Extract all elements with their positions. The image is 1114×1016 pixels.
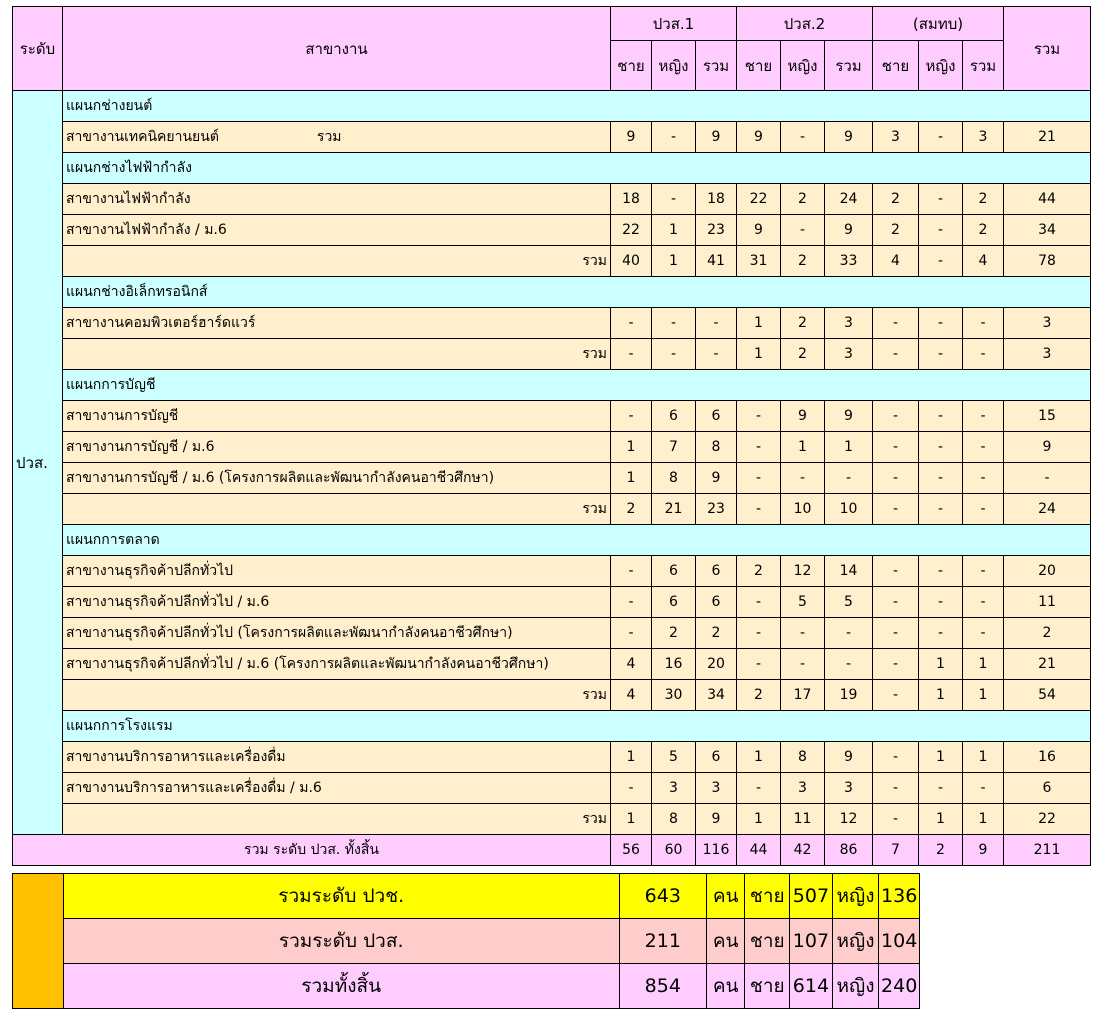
value-cell: - (825, 649, 873, 680)
header-male: ชาย (873, 41, 919, 91)
value-cell: - (611, 339, 652, 370)
header-female: หญิง (919, 41, 963, 91)
value-cell: - (919, 463, 963, 494)
value-cell: 20 (1004, 556, 1091, 587)
program-name: สาขางานการบัญชี / ม.6 (63, 432, 611, 463)
program-row (13, 742, 1091, 773)
value-cell: - (781, 122, 825, 153)
program-name (63, 122, 611, 153)
value-cell: - (963, 618, 1004, 649)
value-cell: 9 (696, 463, 737, 494)
subtotal-row (13, 339, 1091, 370)
program-name: สาขางานธุรกิจค้าปลีกทั่วไป (63, 556, 611, 587)
value-cell: 22 (611, 215, 652, 246)
value-cell: 2 (737, 556, 781, 587)
value-cell: 9 (825, 122, 873, 153)
value-cell: - (919, 339, 963, 370)
value-cell: 4 (963, 246, 1004, 277)
value-cell: 3 (696, 773, 737, 804)
value-cell: - (919, 587, 963, 618)
enrollment-table (12, 6, 1091, 866)
value-cell: 10 (825, 494, 873, 525)
header-group-3: (สมทบ) (873, 7, 1004, 41)
program-row (13, 587, 1091, 618)
program-row (13, 649, 1091, 680)
value-cell: 6 (652, 401, 696, 432)
value-cell: - (825, 463, 873, 494)
value-cell: - (963, 339, 1004, 370)
value-cell: 78 (1004, 246, 1091, 277)
value-cell: - (781, 649, 825, 680)
value-cell: 8 (652, 463, 696, 494)
value-cell: - (737, 494, 781, 525)
value-cell: 33 (825, 246, 873, 277)
value-cell: 54 (1004, 680, 1091, 711)
summary-female: 104 (879, 919, 920, 964)
value-cell: 34 (1004, 215, 1091, 246)
value-cell: 20 (696, 649, 737, 680)
value-cell: 4 (611, 649, 652, 680)
value-cell: 3 (873, 122, 919, 153)
program-row (13, 184, 1091, 215)
value-cell: 6 (696, 587, 737, 618)
value-cell: 5 (825, 587, 873, 618)
summary-female-label: หญิง (832, 964, 879, 1009)
summary-male-label: ชาย (745, 964, 790, 1009)
program-name: สาขางานการบัญชี (63, 401, 611, 432)
value-cell: - (696, 339, 737, 370)
value-cell: - (963, 432, 1004, 463)
value-cell: 2 (611, 494, 652, 525)
value-cell: 6 (652, 587, 696, 618)
department-name: แผนกการโรงแรม (63, 711, 1091, 742)
value-cell: 18 (611, 184, 652, 215)
value-cell: 3 (825, 308, 873, 339)
value-cell: 9 (611, 122, 652, 153)
subtotal-label: รวม (63, 680, 611, 711)
value-cell: - (919, 432, 963, 463)
value-cell: - (737, 401, 781, 432)
value-cell: - (873, 773, 919, 804)
summary-female-label: หญิง (832, 919, 879, 964)
summary-total: 854 (619, 964, 706, 1009)
subtotal-label: รวม (63, 804, 611, 835)
program-name: สาขางานคอมพิวเตอร์ฮาร์ดแวร์ (63, 308, 611, 339)
header-level: ระดับ (13, 7, 63, 91)
value-cell: 9 (696, 804, 737, 835)
value-cell: 23 (696, 215, 737, 246)
grand-total-cell: 42 (781, 835, 825, 866)
table-body (13, 91, 1091, 835)
value-cell: 1 (611, 432, 652, 463)
value-cell: - (873, 401, 919, 432)
value-cell: 1 (963, 680, 1004, 711)
summary-male: 507 (790, 874, 833, 919)
summary-male: 107 (790, 919, 833, 964)
value-cell: - (611, 587, 652, 618)
summary-female: 240 (879, 964, 920, 1009)
summary-row (13, 919, 920, 964)
department-name: แผนกการบัญชี (63, 370, 1091, 401)
value-cell: 11 (1004, 587, 1091, 618)
program-row (13, 401, 1091, 432)
value-cell: 31 (737, 246, 781, 277)
value-cell: 3 (1004, 339, 1091, 370)
value-cell: - (963, 587, 1004, 618)
value-cell: - (963, 494, 1004, 525)
value-cell: - (652, 122, 696, 153)
program-row (13, 618, 1091, 649)
value-cell: 10 (781, 494, 825, 525)
value-cell: 5 (652, 742, 696, 773)
value-cell: - (963, 463, 1004, 494)
value-cell: 9 (737, 215, 781, 246)
summary-label: รวมระดับ ปวส. (63, 919, 619, 964)
value-cell: 12 (825, 804, 873, 835)
value-cell: 1 (963, 649, 1004, 680)
value-cell: 21 (1004, 649, 1091, 680)
value-cell: 9 (825, 742, 873, 773)
value-cell: 1 (963, 804, 1004, 835)
program-name-text: สาขางานเทคนิคยานยนต์ (66, 129, 219, 145)
value-cell: - (873, 680, 919, 711)
value-cell: 1 (611, 463, 652, 494)
value-cell: 4 (611, 680, 652, 711)
summary-unit: คน (706, 964, 745, 1009)
grand-total-label: รวม ระดับ ปวส. ทั้งสิ้น (13, 835, 611, 866)
value-cell: 2 (737, 680, 781, 711)
value-cell: 1 (737, 339, 781, 370)
value-cell: 2 (873, 215, 919, 246)
subtotal-row (13, 680, 1091, 711)
value-cell: 8 (696, 432, 737, 463)
summary-row (13, 874, 920, 919)
value-cell: - (873, 463, 919, 494)
value-cell: - (873, 308, 919, 339)
value-cell: - (873, 804, 919, 835)
value-cell: 2 (696, 618, 737, 649)
value-cell: - (919, 308, 963, 339)
summary-total: 643 (619, 874, 706, 919)
value-cell: 1 (919, 680, 963, 711)
value-cell: 1 (825, 432, 873, 463)
value-cell: - (781, 215, 825, 246)
header-group-1: ปวส.1 (611, 7, 737, 41)
program-row (13, 556, 1091, 587)
value-cell: 8 (652, 804, 696, 835)
value-cell: - (963, 308, 1004, 339)
summary-table (12, 873, 920, 1009)
program-sum-label: รวม (316, 129, 342, 145)
value-cell: 2 (781, 308, 825, 339)
value-cell: 21 (652, 494, 696, 525)
value-cell: 22 (1004, 804, 1091, 835)
level-label: ปวส. (13, 91, 63, 835)
value-cell: 3 (825, 339, 873, 370)
value-cell: 18 (696, 184, 737, 215)
header-female: หญิง (781, 41, 825, 91)
summary-label: รวมระดับ ปวช. (63, 874, 619, 919)
value-cell: 1 (963, 742, 1004, 773)
value-cell: 24 (825, 184, 873, 215)
value-cell: - (737, 587, 781, 618)
value-cell: - (919, 215, 963, 246)
value-cell: 3 (1004, 308, 1091, 339)
grand-total-cell: 56 (611, 835, 652, 866)
program-name: สาขางานธุรกิจค้าปลีกทั่วไป (โครงการผลิตและพัฒนากำลังคนอาชีวศึกษา) (63, 618, 611, 649)
department-row (13, 277, 1091, 308)
value-cell: - (873, 556, 919, 587)
summary-side-bar (13, 874, 64, 1009)
value-cell: - (919, 556, 963, 587)
value-cell: 1 (652, 246, 696, 277)
value-cell: - (737, 773, 781, 804)
value-cell: 3 (781, 773, 825, 804)
value-cell: - (873, 649, 919, 680)
value-cell: - (873, 618, 919, 649)
value-cell: - (919, 184, 963, 215)
value-cell: 40 (611, 246, 652, 277)
value-cell: - (652, 308, 696, 339)
value-cell: - (781, 463, 825, 494)
grand-total-cell: 7 (873, 835, 919, 866)
grand-total-cell: 116 (696, 835, 737, 866)
summary-male-label: ชาย (745, 874, 790, 919)
value-cell: - (737, 463, 781, 494)
value-cell: 34 (696, 680, 737, 711)
header-sum: รวม (825, 41, 873, 91)
value-cell: 3 (963, 122, 1004, 153)
grand-total-cell: 2 (919, 835, 963, 866)
value-cell: 5 (781, 587, 825, 618)
value-cell: 22 (737, 184, 781, 215)
program-name: สาขางานไฟฟ้ากำลัง / ม.6 (63, 215, 611, 246)
subtotal-row (13, 804, 1091, 835)
value-cell: 1 (611, 804, 652, 835)
value-cell: 9 (825, 215, 873, 246)
value-cell: 9 (781, 401, 825, 432)
grand-total-row (13, 835, 1091, 866)
value-cell: 9 (696, 122, 737, 153)
value-cell: 23 (696, 494, 737, 525)
header-male: ชาย (737, 41, 781, 91)
program-name: สาขางานการบัญชี / ม.6 (โครงการผลิตและพัฒนากำลังคนอาชีวศึกษา) (63, 463, 611, 494)
header-field: สาขางาน (63, 7, 611, 91)
value-cell: - (919, 773, 963, 804)
department-row (13, 711, 1091, 742)
value-cell: - (611, 773, 652, 804)
value-cell: 6 (696, 556, 737, 587)
value-cell: 2 (873, 184, 919, 215)
summary-unit: คน (706, 919, 745, 964)
grand-total-cell: 86 (825, 835, 873, 866)
value-cell: 17 (781, 680, 825, 711)
value-cell: 9 (1004, 432, 1091, 463)
program-row (13, 215, 1091, 246)
value-cell: - (825, 618, 873, 649)
value-cell: 19 (825, 680, 873, 711)
department-row (13, 525, 1091, 556)
value-cell: - (873, 432, 919, 463)
value-cell: 2 (1004, 618, 1091, 649)
value-cell: - (963, 401, 1004, 432)
value-cell: - (611, 556, 652, 587)
program-name: สาขางานธุรกิจค้าปลีกทั่วไป / ม.6 (โครงการผลิตและพัฒนากำลังคนอาชีวศึกษา) (63, 649, 611, 680)
program-name: สาขางานไฟฟ้ากำลัง (63, 184, 611, 215)
value-cell: 2 (963, 215, 1004, 246)
value-cell: - (737, 649, 781, 680)
value-cell: 9 (825, 401, 873, 432)
value-cell: 1 (611, 742, 652, 773)
value-cell: - (963, 773, 1004, 804)
value-cell: - (611, 308, 652, 339)
value-cell: 1 (652, 215, 696, 246)
value-cell: 16 (652, 649, 696, 680)
subtotal-row (13, 494, 1091, 525)
department-name: แผนกช่างอิเล็กทรอนิกส์ (63, 277, 1091, 308)
value-cell: - (737, 618, 781, 649)
header-sum: รวม (696, 41, 737, 91)
department-name: แผนกช่างไฟฟ้ากำลัง (63, 153, 1091, 184)
subtotal-row (13, 246, 1091, 277)
summary-unit: คน (706, 874, 745, 919)
summary-label: รวมทั้งสิ้น (63, 964, 619, 1009)
value-cell: 3 (825, 773, 873, 804)
value-cell: 1 (919, 804, 963, 835)
program-name: สาขางานธุรกิจค้าปลีกทั่วไป / ม.6 (63, 587, 611, 618)
value-cell: 2 (963, 184, 1004, 215)
header-group-2: ปวส.2 (737, 7, 873, 41)
value-cell: 14 (825, 556, 873, 587)
header-sum: รวม (963, 41, 1004, 91)
grand-total-cell: 9 (963, 835, 1004, 866)
value-cell: 6 (696, 401, 737, 432)
value-cell: 12 (781, 556, 825, 587)
summary-female-label: หญิง (832, 874, 879, 919)
value-cell: - (919, 618, 963, 649)
header-total: รวม (1004, 7, 1091, 91)
value-cell: 1 (919, 742, 963, 773)
value-cell: - (873, 494, 919, 525)
value-cell: - (611, 401, 652, 432)
department-row (13, 153, 1091, 184)
value-cell: 1 (737, 308, 781, 339)
summary-female: 136 (879, 874, 920, 919)
value-cell: - (737, 432, 781, 463)
value-cell: 15 (1004, 401, 1091, 432)
subtotal-label: รวม (63, 494, 611, 525)
program-name: สาขางานบริการอาหารและเครื่องดื่ม / ม.6 (63, 773, 611, 804)
value-cell: 1 (737, 742, 781, 773)
summary-total: 211 (619, 919, 706, 964)
value-cell: - (652, 339, 696, 370)
value-cell: 6 (652, 556, 696, 587)
value-cell: - (652, 184, 696, 215)
department-name: แผนกช่างยนต์ (63, 91, 1091, 122)
summary-male-label: ชาย (745, 919, 790, 964)
value-cell: 11 (781, 804, 825, 835)
value-cell: 30 (652, 680, 696, 711)
value-cell: - (963, 556, 1004, 587)
value-cell: 1 (737, 804, 781, 835)
value-cell: 2 (781, 339, 825, 370)
value-cell: 2 (781, 246, 825, 277)
value-cell: 21 (1004, 122, 1091, 153)
value-cell: - (919, 401, 963, 432)
value-cell: - (611, 618, 652, 649)
header-female: หญิง (652, 41, 696, 91)
program-row (13, 308, 1091, 339)
value-cell: - (1004, 463, 1091, 494)
value-cell: 44 (1004, 184, 1091, 215)
grand-total-cell: 44 (737, 835, 781, 866)
grand-total-cell: 211 (1004, 835, 1091, 866)
value-cell: - (919, 122, 963, 153)
summary-male: 614 (790, 964, 833, 1009)
value-cell: 24 (1004, 494, 1091, 525)
department-row (13, 370, 1091, 401)
program-row (13, 463, 1091, 494)
value-cell: 7 (652, 432, 696, 463)
value-cell: - (919, 246, 963, 277)
value-cell: 1 (781, 432, 825, 463)
value-cell: - (696, 308, 737, 339)
program-row (13, 122, 1091, 153)
value-cell: 2 (652, 618, 696, 649)
program-row (13, 432, 1091, 463)
value-cell: - (873, 339, 919, 370)
department-row (13, 91, 1091, 122)
value-cell: 4 (873, 246, 919, 277)
header-male: ชาย (611, 41, 652, 91)
value-cell: - (919, 494, 963, 525)
value-cell: 3 (652, 773, 696, 804)
value-cell: 2 (781, 184, 825, 215)
department-name: แผนกการตลาด (63, 525, 1091, 556)
value-cell: - (873, 587, 919, 618)
subtotal-label: รวม (63, 246, 611, 277)
program-row (13, 773, 1091, 804)
value-cell: 6 (696, 742, 737, 773)
value-cell: 9 (737, 122, 781, 153)
value-cell: 6 (1004, 773, 1091, 804)
value-cell: 41 (696, 246, 737, 277)
subtotal-label: รวม (63, 339, 611, 370)
value-cell: - (781, 618, 825, 649)
value-cell: 1 (919, 649, 963, 680)
value-cell: 16 (1004, 742, 1091, 773)
value-cell: 8 (781, 742, 825, 773)
grand-total-cell: 60 (652, 835, 696, 866)
program-name: สาขางานบริการอาหารและเครื่องดื่ม (63, 742, 611, 773)
value-cell: - (873, 742, 919, 773)
summary-row (13, 964, 920, 1009)
